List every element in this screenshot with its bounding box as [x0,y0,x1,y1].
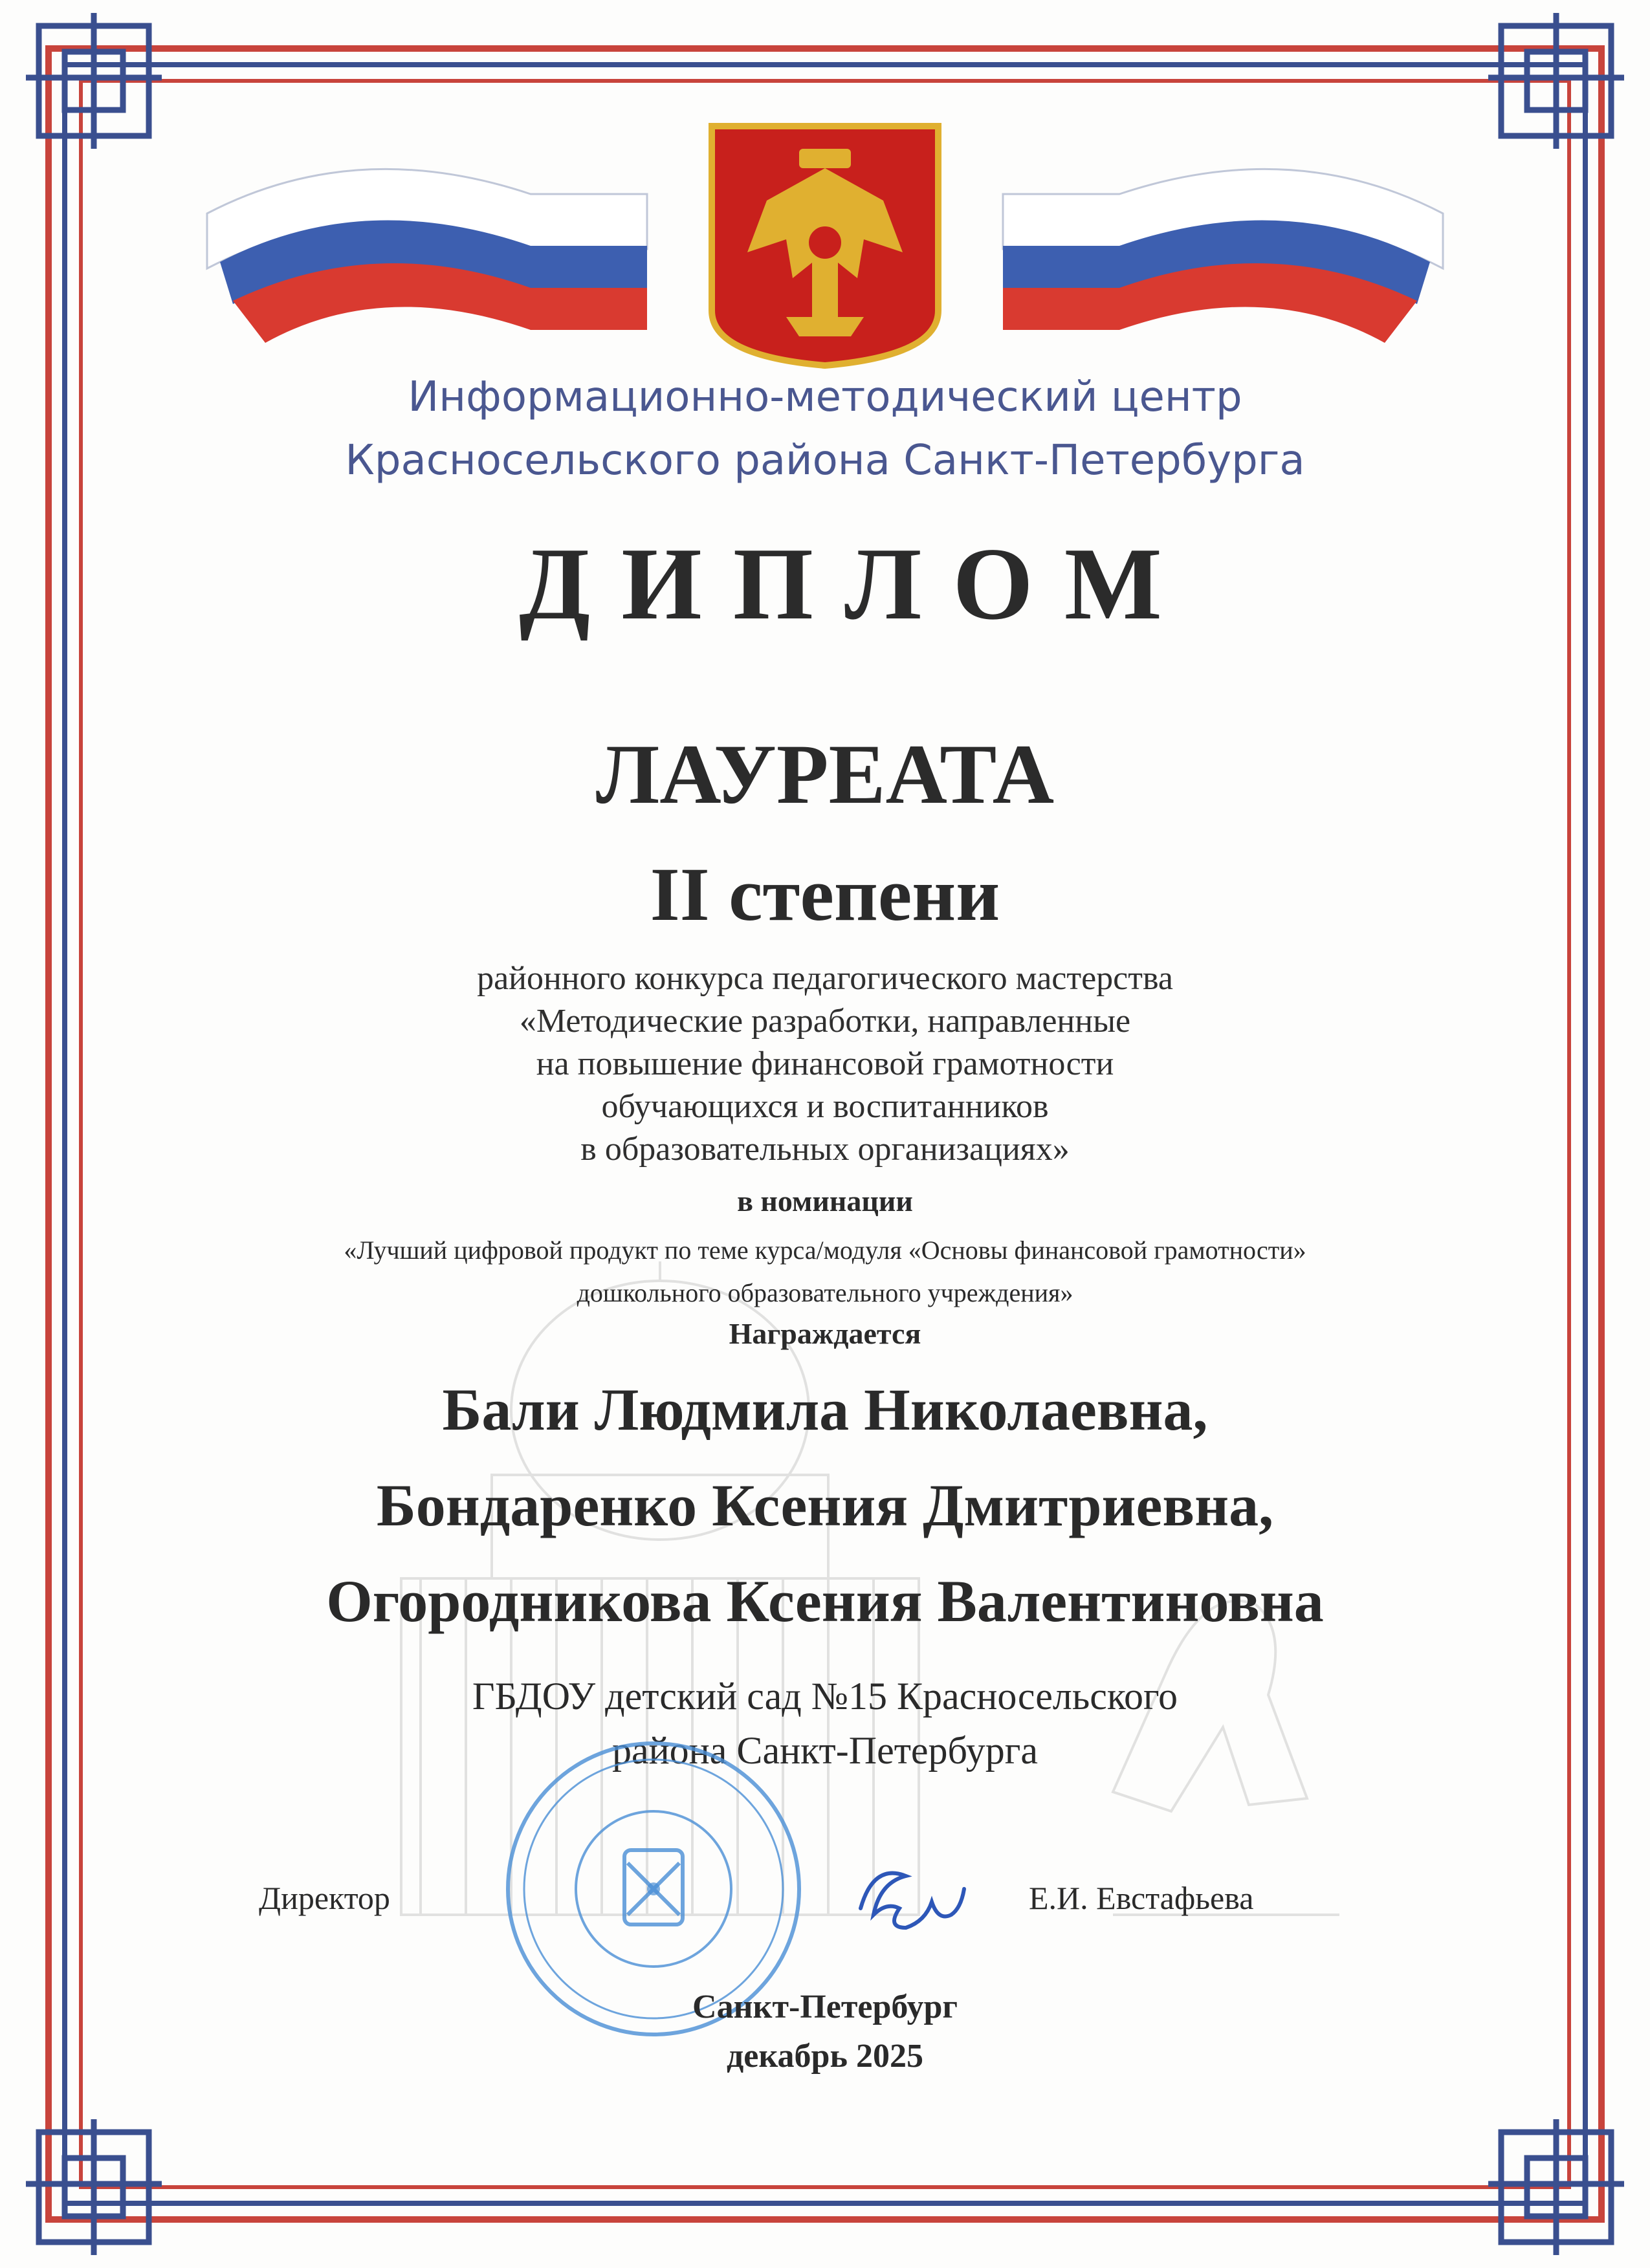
nomination-text [0,1229,1650,1314]
issue-date: декабрь 2025 [727,2038,923,2075]
issue-city: Санкт-Петербург [692,1989,958,2025]
laureate-name: Огородникова Ксения Валентиновна [326,1568,1324,1634]
signer-name: Е.И. Евстафьева [1029,1880,1254,1916]
laureate-title: ЛАУРЕАТА [595,726,1055,822]
contest-description [0,957,1650,1171]
contest-line: в образовательных организациях» [580,1131,1070,1168]
degree-title: II степени [650,852,1000,937]
organization-name [0,365,1650,492]
corner-knot-top-left [26,13,162,149]
nomination-line: дошкольного образовательного учреждения» [577,1278,1073,1307]
contest-line: обучающихся и воспитанников [601,1088,1049,1125]
handwritten-signature [835,1850,990,1954]
laureate-names [0,1362,1650,1649]
institution-line: ГБДОУ детский сад №15 Красносельского [472,1675,1178,1717]
diploma-title: ДИПЛОМ [519,526,1193,641]
corner-knot-top-right [1488,13,1624,149]
org-line-1: Информационно-методический центр [408,373,1242,421]
contest-line: районного конкурса педагогического мастерства [477,960,1173,997]
corner-knot-bottom-left [26,2119,162,2255]
nomination-heading: в номинации [737,1184,913,1217]
issue-place-date [0,1983,1650,2081]
contest-line: на повышение финансовой грамотности [536,1045,1114,1082]
nomination-line: «Лучший цифровой продукт по теме курса/модуля «Основы финансовой грамотности» [344,1236,1306,1265]
corner-knot-bottom-right [1488,2119,1624,2255]
laureate-name: Бали Людмила Николаевна, [442,1377,1208,1443]
org-line-2: Красносельского района Санкт-Петербурга [345,437,1305,485]
institution [0,1669,1650,1778]
laureate-name: Бондаренко Ксения Дмитриевна, [376,1472,1274,1538]
russian-coat-of-arms-icon [712,126,938,365]
flag-ribbon-emblem [194,97,1456,369]
signer-position: Директор [259,1880,390,1916]
institution-line: района Санкт-Петербурга [611,1729,1039,1772]
awarded-heading: Награждается [729,1317,921,1350]
contest-line: «Методические разработки, направленные [519,1003,1131,1040]
